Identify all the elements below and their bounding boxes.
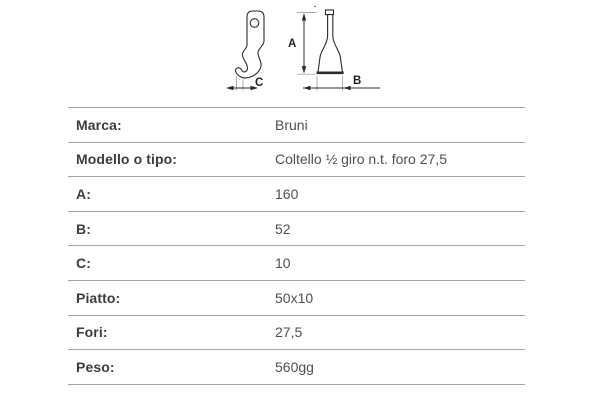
row-value: Bruni [275,116,308,133]
row-label: C: [76,255,91,272]
table-row-fori [68,316,525,351]
row-label: Piatto: [76,289,121,306]
dimension-b-arrow [303,76,380,91]
row-label: Peso: [76,358,115,375]
table-row-b [68,212,525,247]
row-value: 160 [275,185,299,202]
table-row-a [68,177,525,212]
row-value: 52 [275,220,291,237]
dimension-b-label: B [353,75,362,87]
row-label: A: [76,185,91,202]
row-value: 560gg [275,358,314,375]
table-row-c [68,246,525,281]
row-label: B: [76,220,91,237]
row-value: 50x10 [275,289,314,306]
blade-hole [250,19,259,28]
dimension-a-arrow [297,13,317,75]
row-label: Fori: [76,324,108,341]
spec-table [68,107,525,385]
table-row-marca [68,108,525,143]
dimension-c-label: C [255,77,264,89]
blade-side-view [226,11,264,91]
technical-drawing [222,0,400,100]
table-row-piatto [68,281,525,316]
dimension-a-label: A [288,38,297,50]
row-value: 27,5 [275,324,303,341]
table-row-modello [68,143,525,178]
dimension-c-arrow [226,86,258,91]
row-label: Modello o tipo: [76,151,178,168]
row-value: Coltello ½ giro n.t. foro 27,5 [275,151,447,168]
blade-front-view [288,6,380,91]
table-row-peso [68,350,525,385]
row-value: 10 [275,255,291,272]
row-label: Marca: [76,116,122,133]
